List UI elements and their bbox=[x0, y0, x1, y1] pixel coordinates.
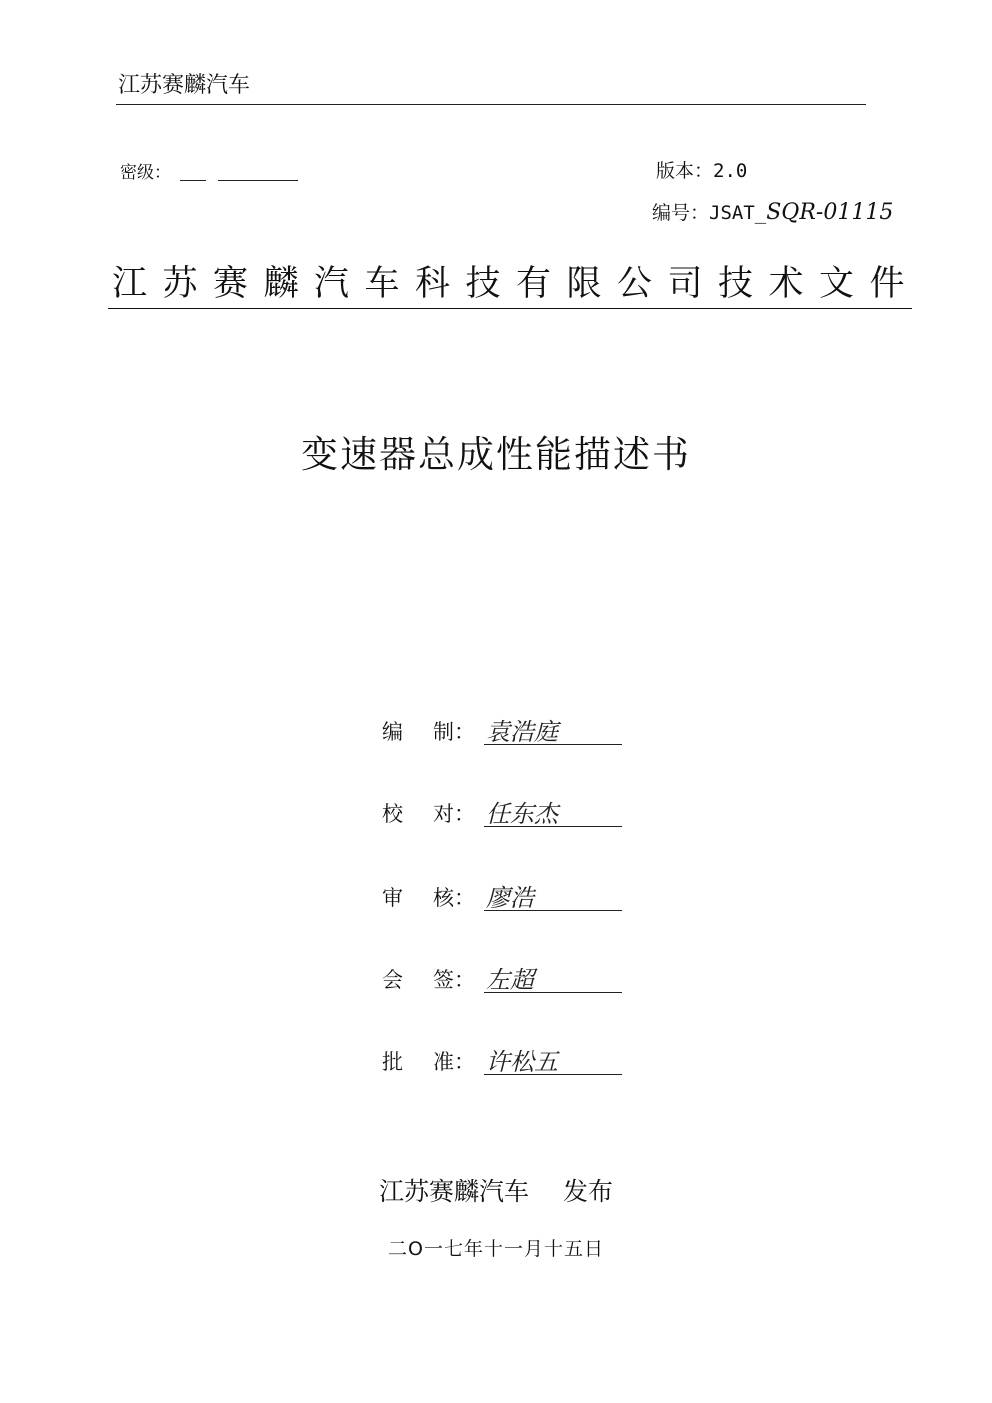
secret-level-blank-short bbox=[180, 180, 206, 181]
signature-label-char: 核： bbox=[433, 886, 475, 910]
company-document-title: 江苏赛麟汽车科技有限公司技术文件 bbox=[112, 264, 921, 304]
signature-label-char: 签： bbox=[433, 968, 475, 992]
publisher bbox=[0, 1172, 992, 1208]
signature-label-char: 校 bbox=[382, 802, 403, 826]
signature-label bbox=[382, 716, 475, 746]
signature-label-char: 准： bbox=[433, 1050, 475, 1074]
handwritten-signature: 左超 bbox=[486, 966, 534, 994]
signature-line bbox=[484, 1074, 622, 1075]
signature-label-char: 制： bbox=[433, 720, 475, 744]
signature-line bbox=[484, 910, 622, 911]
document-number-field bbox=[652, 198, 893, 225]
signature-row-reviewed bbox=[382, 882, 642, 918]
signature-label-char: 编 bbox=[382, 720, 403, 744]
header-company: 江苏赛麟汽车 bbox=[118, 73, 251, 98]
publish-date: 二O一七年十一月十五日 bbox=[388, 1238, 604, 1260]
handwritten-signature: 袁浩庭 bbox=[486, 718, 558, 746]
signature-label-char: 批 bbox=[382, 1050, 403, 1074]
signature-row-countersigned bbox=[382, 964, 642, 1000]
secret-level-label: 密级： bbox=[120, 163, 171, 183]
signature-label bbox=[382, 882, 475, 912]
secret-level-blank bbox=[218, 180, 298, 181]
document-number-printed: JSAT_ bbox=[709, 202, 767, 224]
document-title: 变速器总成性能描述书 bbox=[301, 433, 691, 476]
signature-label bbox=[382, 964, 475, 994]
header-rule bbox=[116, 104, 866, 105]
signature-label bbox=[382, 1046, 475, 1076]
version-value: 2.0 bbox=[713, 160, 748, 182]
signature-label bbox=[382, 798, 475, 828]
handwritten-signature: 廖浩 bbox=[486, 884, 534, 912]
signature-line bbox=[484, 992, 622, 993]
signature-label-char: 审 bbox=[382, 886, 403, 910]
handwritten-signature: 许松五 bbox=[486, 1048, 558, 1076]
document-number-handwritten: SQR-01115 bbox=[766, 200, 894, 225]
signature-row-approved bbox=[382, 1046, 642, 1082]
version-label: 版本： bbox=[656, 160, 714, 182]
company-title-rule bbox=[108, 308, 912, 309]
signature-label-char: 对： bbox=[433, 802, 475, 826]
signature-label-char: 会 bbox=[382, 968, 403, 992]
signature-line bbox=[484, 744, 622, 745]
document-number-label: 编号： bbox=[652, 202, 710, 224]
publisher-name: 江苏赛麟汽车 bbox=[378, 1177, 529, 1206]
signature-line bbox=[484, 826, 622, 827]
version-field bbox=[656, 156, 747, 183]
handwritten-signature: 任东杰 bbox=[486, 800, 558, 828]
signature-row-proofread bbox=[382, 798, 642, 834]
publisher-action: 发布 bbox=[563, 1177, 614, 1206]
signature-row-compiled bbox=[382, 716, 642, 752]
